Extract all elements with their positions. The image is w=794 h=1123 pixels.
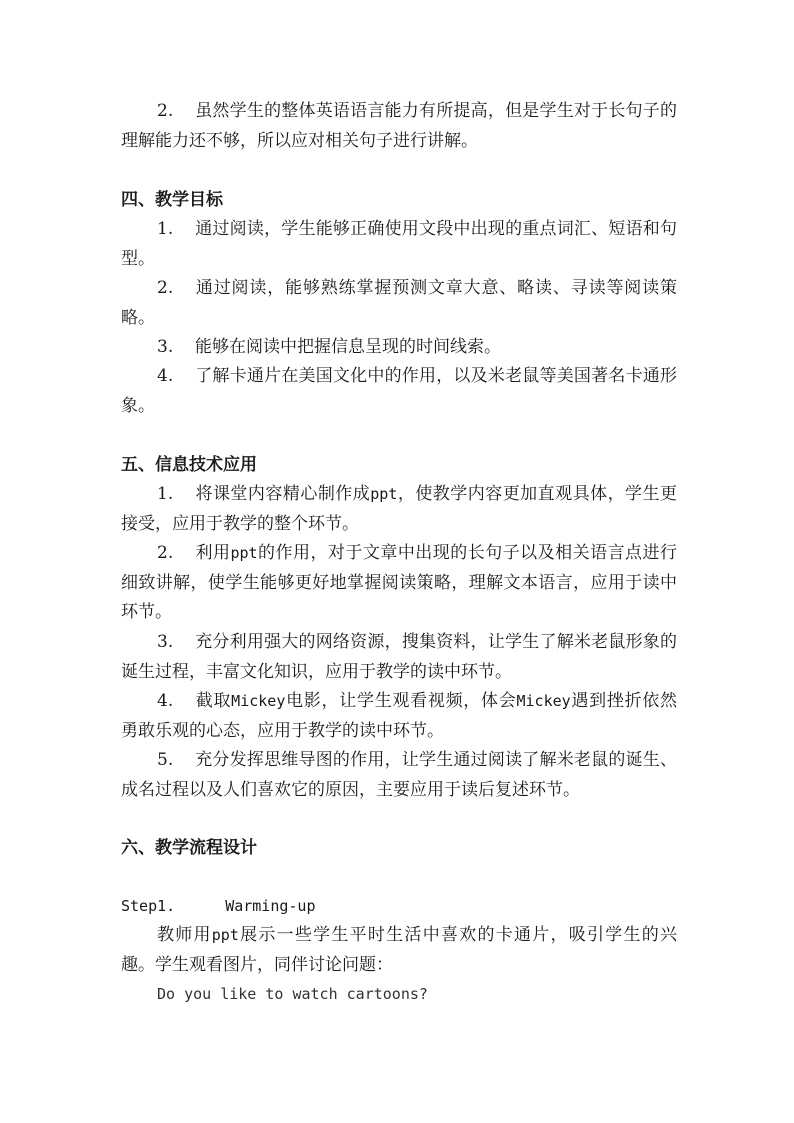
step1-text: 教师用ppt展示一些学生平时生活中喜欢的卡通片，吸引学生的兴趣。学生观看图片，同伴讨论问题： bbox=[121, 925, 678, 975]
section3-item-2: 2. 虽然学生的整体英语语言能力有所提高，但是学生对于长句子的理解能力还不够，所以应对相关句子进行讲解。 bbox=[121, 101, 677, 151]
section5-item-1: 1. 将课堂内容精心制作成ppt，使教学内容更加直观具体，学生更接受，应用于教学的整个环节。 bbox=[121, 484, 678, 534]
section6-title: 六、教学流程设计 bbox=[121, 838, 257, 858]
step1-heading: Step1. Warming-up bbox=[121, 897, 316, 915]
section5-item-2: 2. 利用ppt的作用，对于文章中出现的长句子以及相关语言点进行细致讲解，使学生能够更好地掌握阅读策略，理解文本语言，应用于读中环节。 bbox=[121, 543, 678, 622]
section4-title: 四、教学目标 bbox=[121, 190, 223, 210]
step1-question: Do you like to watch cartoons? bbox=[157, 985, 428, 1003]
section4-item-2: 2. 通过阅读，能够熟练掌握预测文章大意、略读、寻读等阅读策略。 bbox=[121, 278, 677, 328]
section5-item-3: 3. 充分利用强大的网络资源，搜集资料，让学生了解米老鼠形象的诞生过程，丰富文化知识，应用于教学的读中环节。 bbox=[121, 632, 677, 682]
section5-item-4: 4. 截取Mickey电影，让学生观看视频，体会Mickey遇到挫折依然勇敢乐观的心态，应用于教学的读中环节。 bbox=[121, 691, 678, 741]
section5-item-5: 5. 充分发挥思维导图的作用，让学生通过阅读了解米老鼠的诞生、成名过程以及人们喜欢它的原因，主要应用于读后复述环节。 bbox=[121, 750, 677, 800]
section4-item-1: 1. 通过阅读，学生能够正确使用文段中出现的重点词汇、短语和句型。 bbox=[121, 219, 677, 269]
section5-title: 五、信息技术应用 bbox=[121, 455, 257, 475]
section4-item-4: 4. 了解卡通片在美国文化中的作用，以及米老鼠等美国著名卡通形象。 bbox=[121, 366, 677, 416]
section4-item-3: 3. 能够在阅读中把握信息呈现的时间线索。 bbox=[157, 337, 501, 357]
